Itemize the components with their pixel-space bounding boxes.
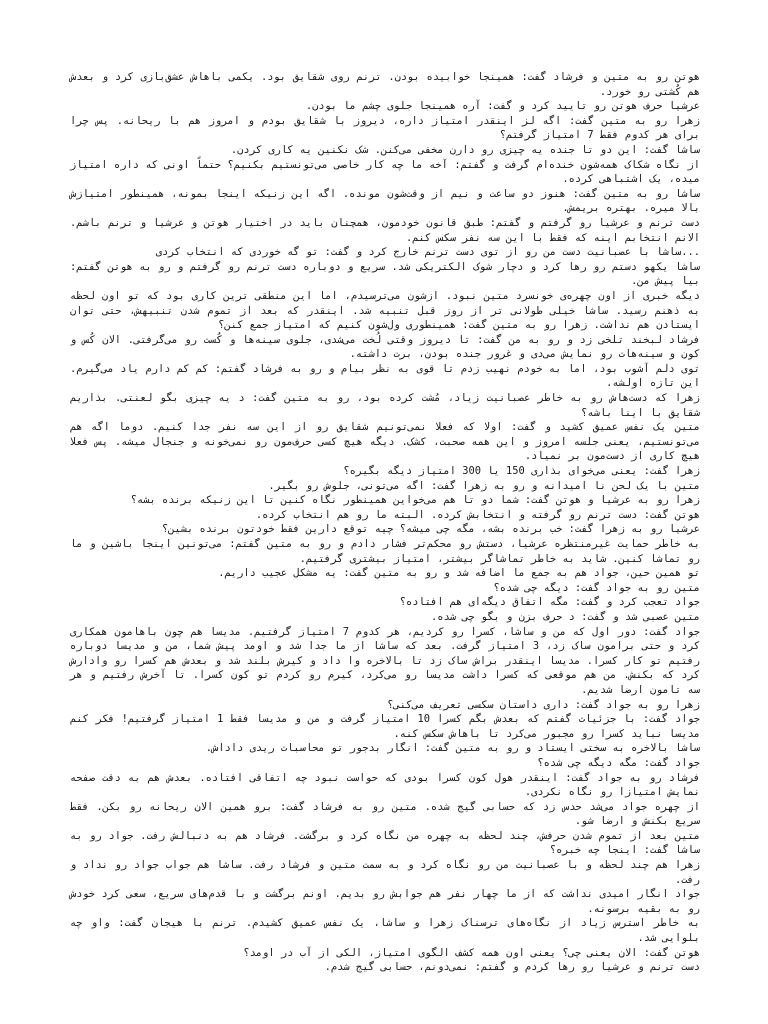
paragraph: زهرا که دست‌هاش رو به خاطر عصبانیت زیاد، مُشت کرده بود، رو به متین گفت: د یه چیزی بگو لعنتی. بذاریم شقایق با اینا باشه؟ [70, 392, 700, 419]
paragraph: هوتن گفت: دست ترنم رو گرفته و انتخابش کرده. البته ما رو هم انتخاب کرده. [255, 508, 700, 521]
paragraph: متین رو به جواد گفت: دیگه چی شده؟ [493, 581, 700, 594]
paragraph: از نگاه شکاک همه‌شون خنده‌ام گرفت و گفتم: آخه ما چه کار خاصی می‌تونستیم بکنیم؟ حتماً اونی که داره امتیاز میده، یک اشتباهی کرده. [70, 158, 700, 186]
paragraph: زهرا رو به عرشیا و هوتن گفت: شما دو تا هم می‌خواین همینطور نگاه کنین تا این زنیکه برنده بشه؟ [130, 494, 700, 507]
paragraph: به خاطر استرس زیاد از نگاه‌های ترسناک زهرا و ساشا، یک نفس عمیق کشیدم. ترنم با هیجان گفت: واو چه بلوایی شد. [70, 917, 700, 945]
paragraph: به خاطر حمایت غیرمنتظره عرشیا، دستش رو محکم‌تر فشار دادم و رو به متین گفتم: می‌تونین اینجا باشین و ما رو تماشا کنین. شاید به خاطر تماشاگر بیشتر، امتیاز بیشتری گرفتیم. [70, 538, 700, 565]
paragraph: عرشیا حرف هوتن رو تایید کرد و گفت: آره همینجا جلوی چشم ما بودن. [305, 100, 700, 113]
paragraph: ساشا رو به متین گفت: هنوز دو ساعت و نیم از وقت‌شون مونده. اگه این زنیکه اینجا بمونه، همینطور امتیازش بالا میره. بهتره بریمش. [70, 187, 700, 215]
paragraph: ...ساشا با عصبانیت دست من رو از توی دست ترنم خارج کرد و گفت: تو گه خوردی که انتخاب کردی [155, 246, 700, 259]
paragraph: دست ترنم و عرشیا رو گرفتم و گفتم: طبق قانون خودمون، همچنان باید در اختیار هوتن و عرشیا و ترنم باشم. الانم انتخابم اینه که فقط با این سه نفر سکس کنم. [70, 216, 700, 244]
paragraph: زهرا رو به متین گفت: اگه لز اینقدر امتیاز داره، دیروز با شقایق بودم و امروز هم با ریحانه. پس چرا برای هر کدوم فقط 7 امتیاز گرفتم؟ [70, 114, 700, 142]
paragraph: ساشا گفت: این دو تا جنده یه چیزی رو دارن مخفی می‌کنن. شک نکنین یه کاری کردن. [230, 143, 700, 156]
paragraph: جواد گفت: دور اول که من و ساشا، کسرا رو کردیم، هر کدوم 7 امتیاز گرفتیم. مدیسا هم چون باهامون همکاری کرد و حتی برامون ساک زد، 3 امتیاز گرفت. بعد که ساشا از ما جدا شد و اومد پیش شما، من و مدیسا دوباره رفتیم تو کار کسرا. مدیسا اینقدر براش ساک زد تا بالاخره وا داد و کیرش بلند شد و بعدش هم کسرا رو وادارش کرد که بکنش. من هم موقعی که کسرا داشت مدیسا رو می‌کرد، کیرم رو کردم تو کون کسرا. تا آخرش رفتیم و هر سه تامون ارضا شدیم. [70, 625, 700, 696]
paragraph: جواد تعجب کرد و گفت: مگه اتفاق دیگه‌ای هم افتاده؟ [399, 596, 700, 609]
paragraph: جواد گفت: با جزئیات گفتم که بعدش بگم کسرا 10 امتیاز گرفت و من و مدیسا فقط 1 امتیاز گرفتیم! فکر کنم مدیسا نباید کسرا رو مجبور می‌کرد تا باهاش سکس کنه. [70, 713, 701, 740]
paragraph: جواد انگار امیدی نداشت که از ما چهار نفر هم جوابش رو بدیم. اونم برگشت و با قدم‌های سریع، سعی کرد خودش رو به بقیه برسونه. [70, 888, 700, 915]
paragraph: متین یک نفس عمیق کشید و گفت: اولا که فعلا نمی‌تونیم شقایق رو از این سه نفر جدا کنیم. دوما اگه هم می‌تونستیم، یعنی جلسه امروز و این همه صحبت، کشک. دیگه هیچ کسی حرف‌مون رو نمی‌خونه و جنجال میشه. پس فعلا هیچ کاری از دست‌مون بر نمیاد. [70, 421, 700, 463]
paragraph: ساشا بالاخره به سختی ایستاد و رو به متین گفت: انگار بدجور تو محاسبات ریدی داداش. [205, 742, 700, 755]
paragraph: زهرا هم چند لحظه و با عصبانیت من رو نگاه کرد و به سمت متین و فرشاد رفت. ساشا هم جواب جواد رو نداد و رفت. [70, 859, 700, 886]
paragraph: متین با یک لحن نا امیدانه و رو به زهرا گفت: اگه می‌تونی، جلوش رو بگیر. [268, 479, 700, 492]
document-page [70, 70, 700, 975]
paragraph: دیگه خبری از اون چهره‌ی خونسرد متین نبود. ازشون می‌ترسیدم، اما این منطقی ترین کاری بود که تو اون لحظه به ذهنم رسید. ساشا خیلی طولانی تر از روز قبل تنبیه شد. اینقدر که بعد از تموم شدن تنبیهش، حتی توان ایستادن هم نداشت. زهرا رو به متین گفت: همینطوری ول‌شون کنیم که امتیاز جمع کنن؟ [70, 289, 700, 332]
paragraph: تو همین حین، جواد هم به جمع ما اضافه شد و رو به متین گفت: یه مشکل عجیب داریم. [218, 567, 700, 580]
paragraph: متین عصبی شد و گفت: د حرف بزن و بگو چی شده. [431, 610, 700, 623]
paragraph: فرشاد رو به جواد گفت: اینقدر هول کون کسرا بودی که حواست نبود چه اتفاقی افتاده. بعدش هم به دقت صفحه نمایش امتیازا رو نگاه نکردی. [70, 771, 700, 799]
paragraph: عرشیا رو به زهرا گفت: خب برنده بشه، مگه چی میشه؟ چیه توقع دارین فقط خودتون برنده بشین؟ [162, 523, 700, 536]
paragraph: هوتن رو به متین و فرشاد گفت: همینجا خوابیده بودن. ترنم روی شقایق بود. یکمی باهاش عشق‌بازی کرد و بعدش هم کُشتی رو خورد. [70, 71, 700, 98]
paragraph: زهرا رو به جواد گفت: داری داستان سکسی تعریف می‌کنی؟ [387, 698, 700, 711]
paragraph: دست ترنم و عرشیا رو رها کردم و گفتم: نمی‌دونم، حسابی گیج شدم. [324, 961, 700, 974]
paragraph: ساشا یکهو دستم رو رها کرد و دچار شوک الکتریکی شد. سریع و دوباره دست ترنم رو گرفتم و رو به هوتن گفتم: بیا پیش من. [70, 260, 700, 288]
paragraph: جواد گفت: مگه دیگه چی شده؟ [537, 756, 700, 769]
paragraph: توی دلم آشوب بود، اما به خودم نهیب زدم تا قوی به نظر بیام و رو به فرشاد گفتم: کم کم دارم یاد می‌گیرم. این تازه اولشه. [70, 362, 700, 390]
paragraph: متین بعد از تموم شدن حرفش، چند لحظه به چهره من نگاه کرد و برگشت. فرشاد هم به دنبالش رفت. جواد رو به ساشا گفت: اینجا چه خبره؟ [70, 829, 700, 857]
paragraph: زهرا گفت: یعنی می‌خوای بذاری 150 یا 300 امتیاز دیگه بگیره؟ [343, 465, 700, 478]
paragraph: فرشاد لبخند تلخی زد و رو به من گفت: تا دیروز وقتی لُخت می‌شدی، جلوی سینه‌ها و کُست رو می‌گرفتی. الان کُس و کون و سینه‌هات رو نمایش می‌دی و غرور جنده بودن، برت داشته. [70, 333, 700, 361]
paragraph: از چهره جواد می‌شد حدس زد که حسابی گیج شده. متین رو به فرشاد گفت: برو همین الان ریحانه رو بکن. فقط سریع بکنش و ارضا شو. [70, 800, 700, 828]
paragraph: هوتن گفت: الان یعنی چی؟ یعنی اون همه کشف الگوی امتیاز، الکی از آب در اومد؟ [243, 946, 700, 959]
